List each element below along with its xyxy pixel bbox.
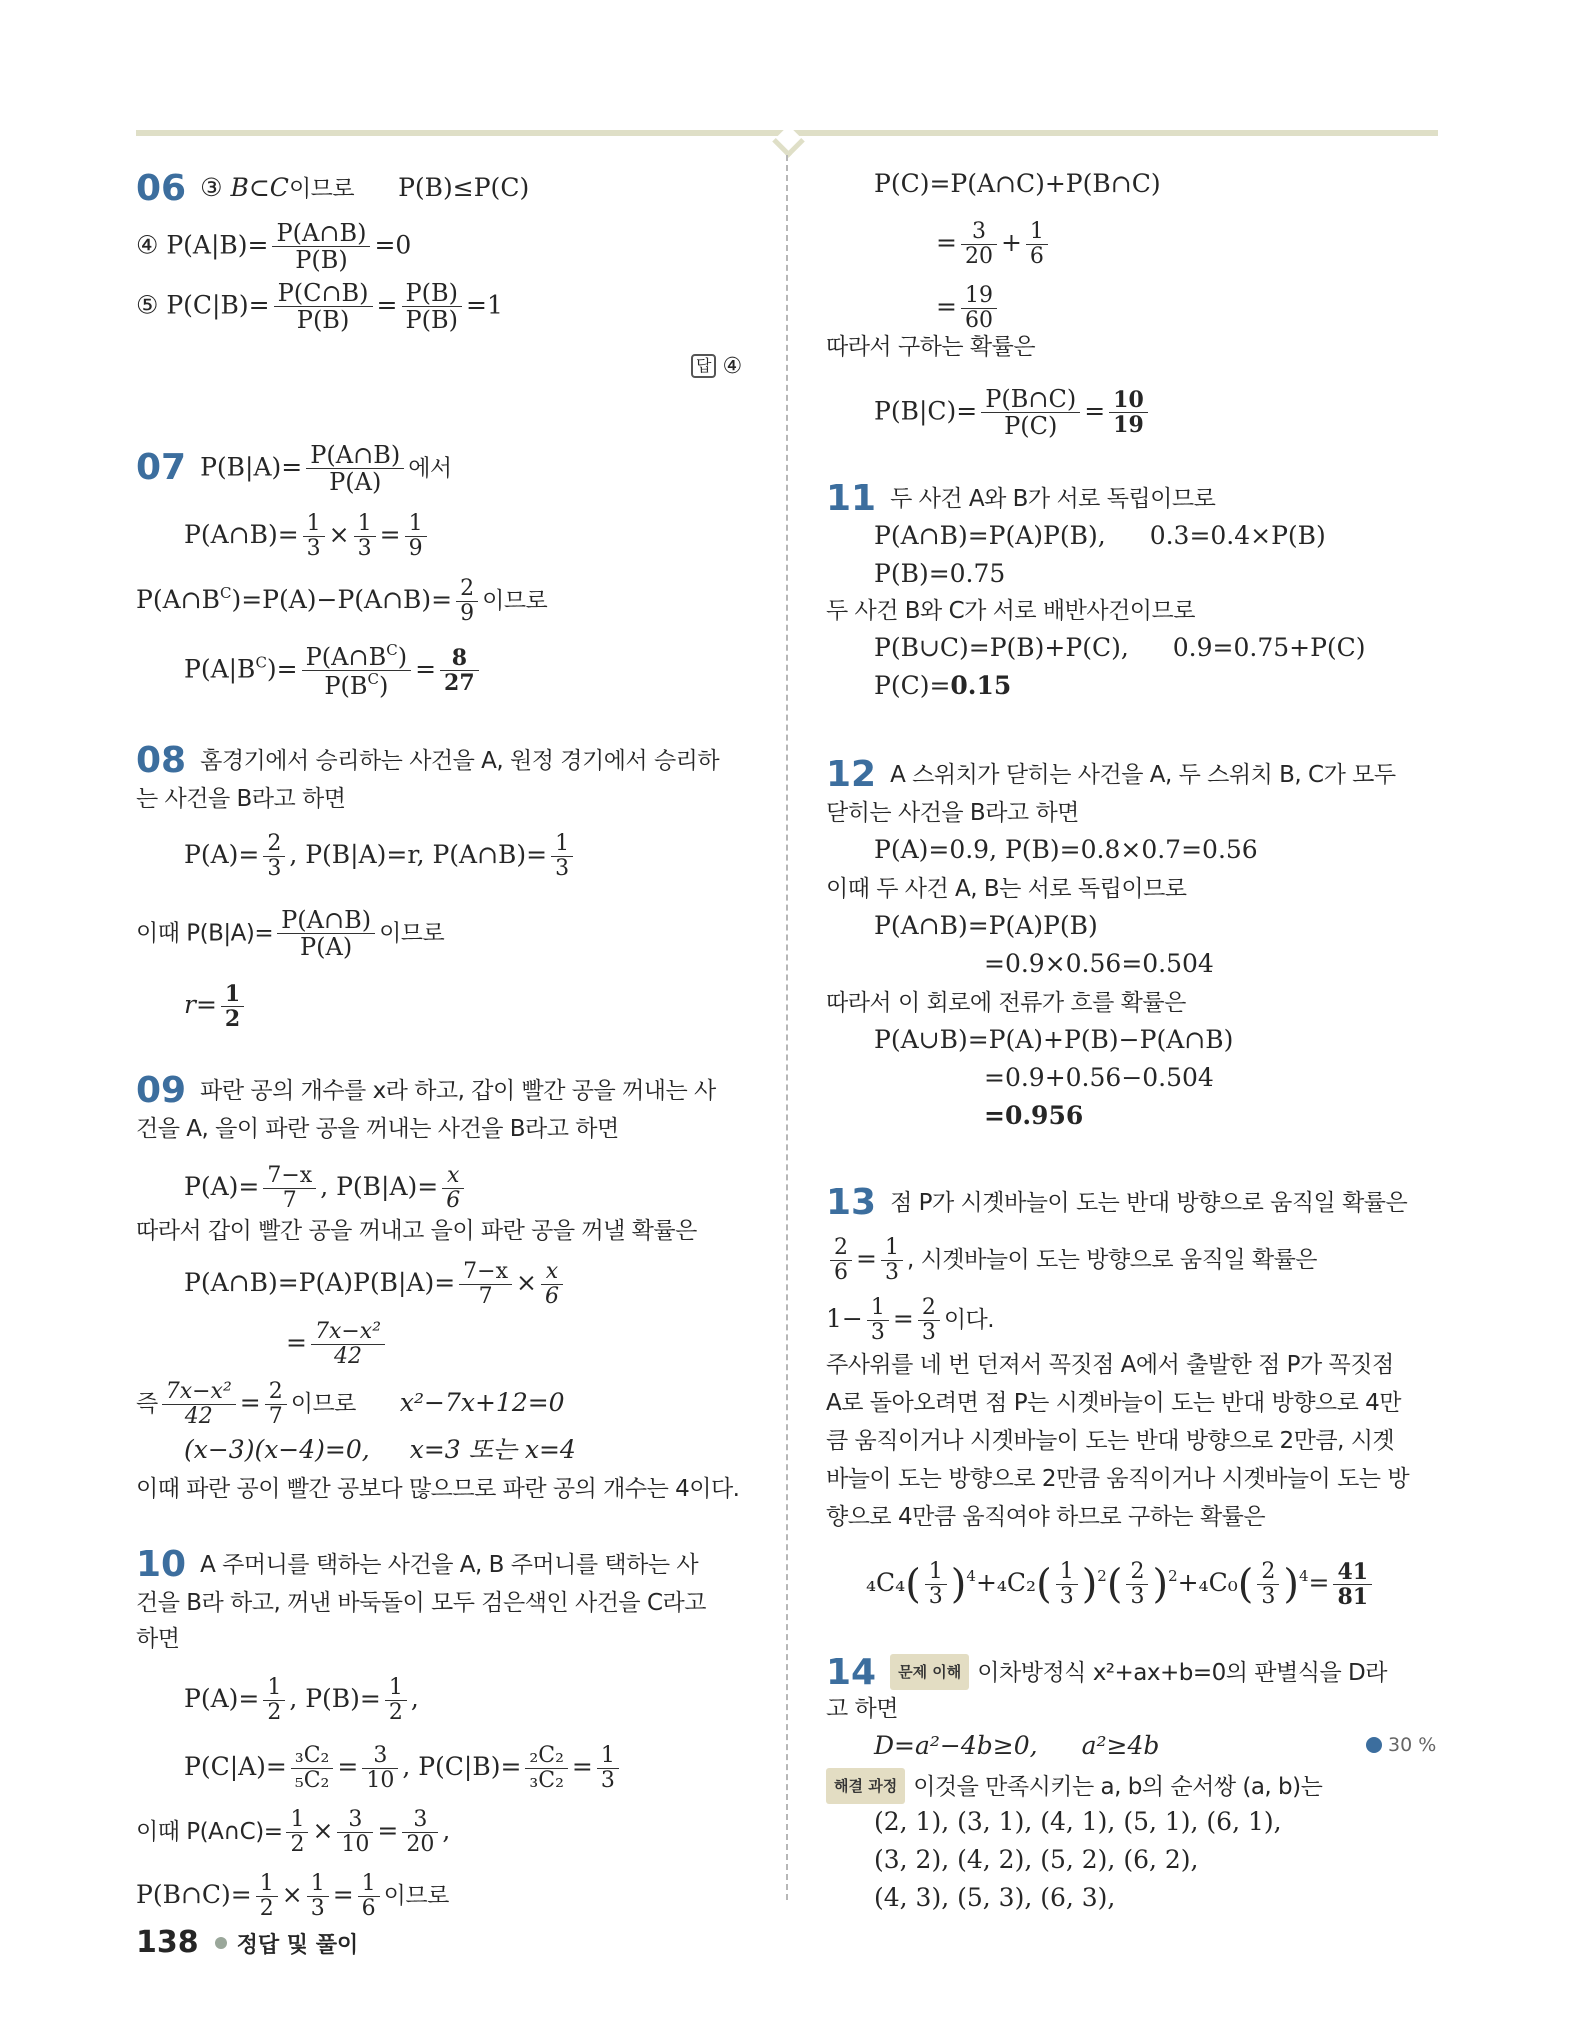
- problem-12-line-7: 따라서 이 회로에 전류가 흐를 확률은: [826, 990, 1186, 1016]
- problem-14-line-4: 해결 과정 이것을 만족시키는 a, b의 순서쌍 (a, b)는: [826, 1768, 1322, 1800]
- answer-06: 답 ④: [691, 354, 742, 379]
- problem-13-line-3: 1− $\frac{1}{3}$ = $\frac{2}{3}$ 이다.: [826, 1295, 995, 1346]
- problem-13-line-1: 13 점 P가 시곗바늘이 도는 반대 방향으로 움직일 확률은: [826, 1182, 1408, 1223]
- column-divider: [786, 155, 788, 1900]
- problem-11-line-5: P(B∪C)=P(B)+P(C), 0.9=0.75+P(C): [874, 633, 1366, 662]
- problem-number: 11: [826, 478, 877, 519]
- problem-09-line-7: 즉 $\frac{\text{7x−x²}}{42}$ = $\frac{2}{7}$ 이므로 x²−7x+12=0: [136, 1379, 565, 1430]
- problem-09-line-6: = $\frac{\text{7x−x²}}{42}$: [136, 1320, 389, 1352]
- footer-dot-icon: [215, 1937, 227, 1949]
- page-number: 138: [136, 1925, 199, 1960]
- problem-10-line-7: P(B∩C)= $\frac{1}{2}$ × $\frac{1}{3}$ = $\frac{1}{6}$ 이므로: [136, 1871, 449, 1922]
- problem-10-line-2: 건을 B라 하고, 꺼낸 바둑돌이 모두 검은색인 사건을 C라고: [136, 1590, 706, 1616]
- problem-10-line-1: 10 A 주머니를 택하는 사건을 A, B 주머니를 택하는 사: [136, 1544, 699, 1585]
- footer-label: 정답 및 풀이: [236, 1933, 359, 1958]
- problem-11-line-4: 두 사건 B와 C가 서로 배반사건이므로: [826, 598, 1195, 624]
- problem-13-line-8: 향으로 4만큼 움직여야 하므로 구하는 확률은: [826, 1504, 1266, 1530]
- problem-12-line-8: P(A∪B)=P(A)+P(B)−P(A∩B): [874, 1025, 1234, 1054]
- problem-14-line-2: 고 하면: [826, 1696, 898, 1722]
- problem-14-line-1: 14 문제 이해 이차방정식 x²+ax+b=0의 판별식을 D라: [826, 1652, 1387, 1693]
- problem-number: 10: [136, 1544, 187, 1585]
- answer-label-icon: 답: [691, 354, 716, 378]
- problem-12-line-10: =0.956: [984, 1101, 1084, 1130]
- problem-13-line-7: 바늘이 도는 방향으로 2만큼 움직이거나 시곗바늘이 도는 방: [826, 1466, 1410, 1492]
- problem-07-line-2: P(A∩B)= $\frac{1}{3}$ × $\frac{1}{3}$ = $\frac{1}{9}$: [136, 512, 431, 544]
- problem-09-line-5: P(A∩B)=P(A)P(B|A)= $\frac{7-x}{7}$ × $\frac{x}{6}$: [136, 1260, 567, 1292]
- problem-06-line-1: 06 ③ B⊂C이므로 P(B)≤P(C): [136, 168, 530, 209]
- problem-14-line-5: (2, 1), (3, 1), (4, 1), (5, 1), (6, 1),: [874, 1807, 1282, 1836]
- problem-08-line-2: 는 사건을 B라고 하면: [136, 786, 346, 812]
- problem-09-line-4: 따라서 갑이 빨간 공을 꺼내고 을이 파란 공을 꺼낼 확률은: [136, 1218, 697, 1244]
- problem-07-line-4: $P(A|B^C)=$ $\frac{P(A\cap B^C)}{P(B^C)}$ = $\frac{8}{27}$: [136, 642, 483, 674]
- problem-number: 06: [136, 168, 187, 209]
- problem-07-line-3: $P(A\cap B^C)=P(A)-P(A\cap B)=$ $\frac{2}{9}$ 이므로: [136, 576, 548, 627]
- problem-08-line-4: 이때 P(B|A)= $\frac{P(A\cap B)}{P(A)}$ 이므로: [136, 906, 445, 962]
- problem-12-line-3: P(A)=0.9, P(B)=0.8×0.7=0.56: [874, 835, 1258, 864]
- problem-10-line-6: 이때 P(A∩C)= $\frac{1}{2}$ × $\frac{3}{10}$ = $\frac{3}{20}$ ,: [136, 1807, 451, 1858]
- problem-13-line-6: 큼 움직이거나 시곗바늘이 도는 반대 방향으로 2만큼, 시곗: [826, 1428, 1395, 1454]
- problem-08-line-1: 08 홈경기에서 승리하는 사건을 A, 원정 경기에서 승리하: [136, 740, 720, 781]
- problem-12-line-4: 이때 두 사건 A, B는 서로 독립이므로: [826, 876, 1187, 902]
- problem-09-line-2: 건을 A, 을이 파란 공을 꺼내는 사건을 B라고 하면: [136, 1116, 619, 1142]
- problem-12-line-5: P(A∩B)=P(A)P(B): [874, 911, 1098, 940]
- problem-07-line-1: 07 P(B|A)= $\frac{P(A\cap B)}{P(A)}$ 에서: [136, 441, 452, 497]
- problem-10-cont-line-3: = $\frac{19}{60}$: [826, 284, 1001, 316]
- problem-13-line-4: 주사위를 네 번 던져서 꼭짓점 A에서 출발한 점 P가 꼭짓점: [826, 1352, 1394, 1378]
- problem-understanding-tag: 문제 이해: [890, 1654, 969, 1690]
- problem-10-cont-line-2: = $\frac{3}{20}$ + $\frac{1}{6}$: [826, 220, 1052, 252]
- problem-12-line-2: 닫히는 사건을 B라고 하면: [826, 800, 1079, 826]
- problem-number: 13: [826, 1182, 877, 1223]
- problem-08-line-5: r= $\frac{1}{2}$: [136, 982, 248, 1014]
- problem-10-cont-line-1: P(C)=P(A∩C)+P(B∩C): [874, 169, 1161, 198]
- problem-12-line-9: =0.9+0.56−0.504: [984, 1063, 1214, 1092]
- problem-13-line-5: A로 돌아오려면 점 P는 시곗바늘이 도는 반대 방향으로 4만: [826, 1390, 1402, 1416]
- problem-13-line-2: $\frac{2}{6}$ = $\frac{1}{3}$ , 시곗바늘이 도는 방향으로 움직일 확률은: [826, 1236, 1317, 1268]
- problem-14-line-3: D=a²−4b≥0, a²≥4b: [874, 1731, 1160, 1760]
- problem-number: 12: [826, 754, 877, 795]
- problem-number: 09: [136, 1070, 187, 1111]
- problem-number: 07: [136, 447, 187, 489]
- page-footer: [136, 1925, 358, 1960]
- score-percent: 30 %: [1366, 1734, 1436, 1756]
- problem-09-line-3: P(A)= $\frac{7-x}{7}$ , P(B|A)= $\frac{x}{6}$: [136, 1164, 468, 1196]
- problem-10-line-3: 하면: [136, 1626, 180, 1652]
- problem-11-line-3: P(B)=0.75: [874, 559, 1006, 588]
- problem-number: 08: [136, 740, 187, 781]
- problem-06-line-2: ④ P(A|B)= $\frac{P(A\cap B)}{P(B)}$ =0: [136, 219, 412, 275]
- problem-09-line-1: 09 파란 공의 개수를 x라 하고, 갑이 빨간 공을 꺼내는 사: [136, 1070, 716, 1111]
- problem-10-cont-line-4: 따라서 구하는 확률은: [826, 334, 1036, 360]
- problem-09-line-8: (x−3)(x−4)=0, x=3 또는 x=4: [184, 1435, 576, 1464]
- problem-09-line-9: 이때 파란 공이 빨간 공보다 많으므로 파란 공의 개수는 4이다.: [136, 1476, 740, 1502]
- problem-10-line-4: P(A)= $\frac{1}{2}$ , P(B)= $\frac{1}{2}$ ,: [184, 1675, 419, 1726]
- problem-14-line-7: (4, 3), (5, 3), (6, 3),: [874, 1883, 1116, 1912]
- problem-11-line-6: P(C)=0.15: [874, 671, 1012, 700]
- problem-13-formula: ₄C₄( $\frac{1}{3}$ )$^4$+₄C₂( $\frac{1}{3}$ )$^2$( $\frac{2}{3}$ )$^2$+₄C₀( $\frac{2}{3}$ )$^4$= $\frac{41}{81}$: [826, 1560, 1376, 1592]
- solving-process-tag: 해결 과정: [826, 1768, 905, 1804]
- problem-14-line-6: (3, 2), (4, 2), (5, 2), (6, 2),: [874, 1845, 1199, 1874]
- problem-12-line-6: =0.9×0.56=0.504: [984, 949, 1214, 978]
- problem-12-line-1: 12 A 스위치가 닫히는 사건을 A, 두 스위치 B, C가 모두: [826, 754, 1396, 795]
- score-percent-icon: [1366, 1737, 1382, 1753]
- problem-08-line-3: P(A)= $\frac{2}{3}$ , P(B|A)=r, P(A∩B)= $\frac{1}{3}$: [136, 832, 577, 864]
- problem-10-line-5: P(C|A)= $\frac{\text{₃C₂}}{\text{₅C₂}}$ = $\frac{3}{10}$ , P(C|B)= $\frac{\text{₂C₂}}{\text{₃C₂}}$ = $\frac{1}{3}$: [136, 1744, 623, 1776]
- problem-number: 14: [826, 1652, 877, 1693]
- problem-11-line-2: P(A∩B)=P(A)P(B), 0.3=0.4×P(B): [874, 521, 1326, 550]
- problem-10-cont-line-5: P(B|C)= $\frac{P(B\cap C)}{P(C)}$ = $\frac{10}{19}$: [826, 386, 1152, 418]
- problem-06-line-3: ⑤ P(C|B)= $\frac{P(C\cap B)}{P(B)}$ = $\frac{P(B)}{P(B)}$ =1: [136, 279, 503, 335]
- problem-11-line-1: 11 두 사건 A와 B가 서로 독립이므로: [826, 478, 1216, 519]
